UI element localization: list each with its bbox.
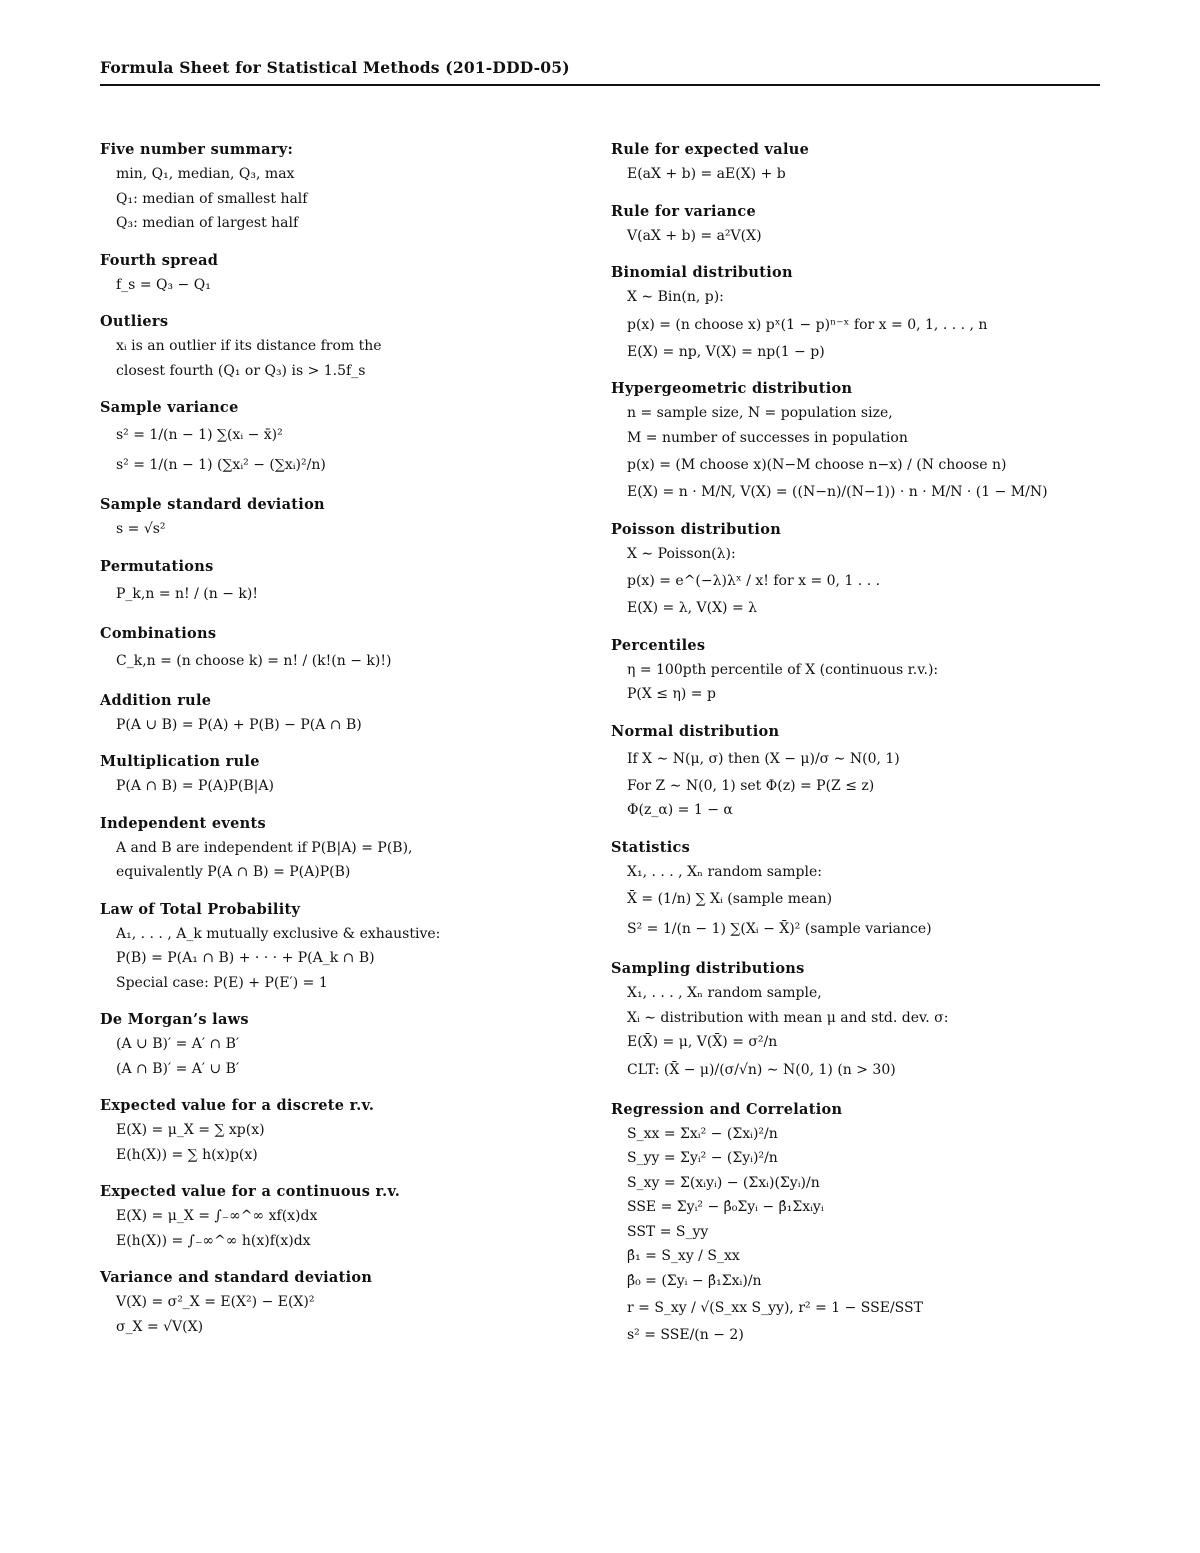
section-title: Sample standard deviation bbox=[100, 496, 325, 513]
section-statistics bbox=[611, 836, 1101, 945]
formula-line: E(X) = μ_X = ∑ xp(x) bbox=[116, 1122, 265, 1138]
formula-line: X ∼ Bin(n, p): bbox=[627, 289, 724, 305]
formula-line: E(h(X)) = ∫₋∞^∞ h(x)f(x)dx bbox=[116, 1232, 311, 1249]
formula-line: X̄ = (1/n) ∑ Xᵢ (sample mean) bbox=[627, 891, 833, 907]
formula-line: Q₁: median of smallest half bbox=[116, 190, 308, 207]
formula-line: s² = SSE/(n − 2) bbox=[627, 1327, 744, 1343]
section-percentiles bbox=[611, 634, 1101, 707]
section-sampling-distributions bbox=[611, 957, 1101, 1085]
section-variance-and-standard-deviation bbox=[100, 1266, 570, 1339]
section-title: Percentiles bbox=[611, 636, 706, 654]
formula-line: S_xx = Σxᵢ² − (Σxᵢ)²/n bbox=[627, 1125, 778, 1142]
formula-line: r = S_xy / √(S_xx S_yy), r² = 1 − SSE/SST bbox=[627, 1300, 923, 1316]
section-independent-events bbox=[100, 812, 570, 885]
formula-line: E(X) = n · M/N, V(X) = ((N−n)/(N−1)) · n · M/N · (1 − M/N) bbox=[627, 484, 1048, 500]
formula-line: s² = 1/(n − 1) ∑(xᵢ − x̄)² bbox=[116, 427, 283, 443]
formula-line: η = 100pth percentile of X (continuous r.v.): bbox=[627, 661, 939, 678]
section-title: Rule for expected value bbox=[611, 141, 810, 158]
formula-line: P(B) = P(A₁ ∩ B) + · · · + P(A_k ∩ B) bbox=[116, 950, 375, 966]
formula-line: min, Q₁, median, Q₃, max bbox=[116, 166, 295, 182]
section-expected-value-for-a-continuous-r-v bbox=[100, 1180, 570, 1253]
section-binomial-distribution bbox=[611, 261, 1101, 364]
section-permutations bbox=[100, 555, 570, 609]
formula-line: σ_X = √V(X) bbox=[116, 1318, 204, 1335]
section-poisson-distribution bbox=[611, 518, 1101, 621]
section-title: Normal distribution bbox=[611, 722, 780, 740]
formula-line: P(A ∪ B) = P(A) + P(B) − P(A ∩ B) bbox=[116, 716, 362, 733]
section-title: Fourth spread bbox=[100, 251, 219, 269]
formula-line: E(h(X)) = ∑ h(x)p(x) bbox=[116, 1146, 258, 1163]
section-rule-for-expected-value bbox=[611, 138, 1101, 187]
section-sample-variance bbox=[100, 396, 570, 480]
formula-line: p(x) = (M choose x)(N−M choose n−x) / (N choose n) bbox=[627, 457, 1007, 473]
page-title: Formula Sheet for Statistical Methods (201-DDD-05) bbox=[100, 58, 570, 77]
formula-line: X ∼ Poisson(λ): bbox=[627, 545, 736, 562]
section-expected-value-for-a-discrete-r-v bbox=[100, 1094, 570, 1167]
formula-line: s = √s² bbox=[116, 521, 166, 537]
formula-line: f_s = Q₃ − Q₁ bbox=[116, 276, 211, 293]
section-regression-and-correlation bbox=[611, 1098, 1101, 1348]
section-five-number-summary bbox=[100, 138, 570, 236]
section-de-morgan-s-laws bbox=[100, 1008, 570, 1081]
section-addition-rule bbox=[100, 689, 570, 738]
formula-line: X₁, . . . , Xₙ random sample: bbox=[627, 863, 822, 880]
section-outliers bbox=[100, 310, 570, 383]
section-title: Sampling distributions bbox=[611, 960, 805, 977]
formula-line: S_yy = Σyᵢ² − (Σyᵢ)²/n bbox=[627, 1150, 778, 1166]
formula-line: E(X̄) = μ, V(X̄) = σ²/n bbox=[627, 1034, 778, 1050]
formula-line: xᵢ is an outlier if its distance from the bbox=[116, 338, 382, 354]
formula-line: E(aX + b) = aE(X) + b bbox=[627, 166, 786, 182]
section-title: Five number summary: bbox=[100, 141, 294, 158]
formula-line: C_k,n = (n choose k) = n! / (k!(n − k)!) bbox=[116, 652, 392, 669]
section-multiplication-rule bbox=[100, 750, 570, 799]
section-title: Rule for variance bbox=[611, 202, 757, 220]
formula-line: Φ(z_α) = 1 − α bbox=[627, 802, 733, 818]
formula-line: p(x) = e^(−λ)λˣ / x! for x = 0, 1 . . . bbox=[627, 573, 881, 589]
section-title: Expected value for a continuous r.v. bbox=[100, 1183, 401, 1200]
formula-line: n = sample size, N = population size, bbox=[627, 405, 893, 421]
section-title: Expected value for a discrete r.v. bbox=[100, 1097, 375, 1114]
left-column bbox=[100, 138, 570, 1352]
section-title: Independent events bbox=[100, 814, 266, 832]
section-title: Combinations bbox=[100, 624, 217, 642]
section-title: Poisson distribution bbox=[611, 520, 782, 538]
formula-line: closest fourth (Q₁ or Q₃) is > 1.5f_s bbox=[116, 362, 366, 379]
section-combinations bbox=[100, 622, 570, 676]
formula-line: SSE = Σyᵢ² − β̂₀Σyᵢ − β̂₁Σxᵢyᵢ bbox=[627, 1199, 824, 1215]
section-law-of-total-probability bbox=[100, 898, 570, 996]
formula-line: E(X) = μ_X = ∫₋∞^∞ xf(x)dx bbox=[116, 1208, 318, 1224]
formula-line: Xᵢ ∼ distribution with mean μ and std. dev. σ: bbox=[627, 1009, 949, 1026]
formula-line: A₁, . . . , A_k mutually exclusive & exhaustive: bbox=[116, 925, 441, 942]
formula-line: β̂₁ = S_xy / S_xx bbox=[627, 1248, 740, 1264]
formula-line: p(x) = (n choose x) pˣ(1 − p)ⁿ⁻ˣ for x = 0, 1, . . . , n bbox=[627, 316, 988, 333]
formula-line: SST = S_yy bbox=[627, 1223, 709, 1240]
section-title: Law of Total Probability bbox=[100, 900, 301, 918]
formula-line: (A ∪ B)′ = A′ ∩ B′ bbox=[116, 1036, 240, 1052]
section-title: Variance and standard deviation bbox=[100, 1269, 373, 1286]
header-rule bbox=[100, 84, 1100, 86]
section-title: Sample variance bbox=[100, 399, 239, 416]
formula-line: P(X ≤ η) = p bbox=[627, 686, 716, 702]
section-title: Regression and Correlation bbox=[611, 1100, 843, 1118]
formula-line: E(X) = np, V(X) = np(1 − p) bbox=[627, 343, 825, 360]
section-title: Multiplication rule bbox=[100, 753, 260, 770]
section-fourth-spread bbox=[100, 249, 570, 298]
formula-line: P_k,n = n! / (n − k)! bbox=[116, 585, 258, 602]
section-title: Permutations bbox=[100, 557, 214, 575]
formula-line: s² = 1/(n − 1) (∑xᵢ² − (∑xᵢ)²/n) bbox=[116, 457, 326, 473]
formula-line: (A ∩ B)′ = A′ ∪ B′ bbox=[116, 1060, 240, 1077]
formula-line: E(X) = λ, V(X) = λ bbox=[627, 600, 758, 616]
section-title: Binomial distribution bbox=[611, 264, 793, 281]
section-rule-for-variance bbox=[611, 200, 1101, 249]
formula-line: V(aX + b) = a²V(X) bbox=[627, 227, 762, 244]
section-normal-distribution bbox=[611, 720, 1101, 823]
formula-line: equivalently P(A ∩ B) = P(A)P(B) bbox=[116, 864, 351, 880]
section-sample-standard-deviation bbox=[100, 493, 570, 542]
formula-line: M = number of successes in population bbox=[627, 429, 908, 446]
formula-line: If X ∼ N(μ, σ) then (X − μ)/σ ∼ N(0, 1) bbox=[627, 750, 900, 767]
section-title: Hypergeometric distribution bbox=[611, 380, 853, 397]
formula-line: S² = 1/(n − 1) ∑(Xᵢ − X̄)² (sample variance) bbox=[627, 921, 932, 937]
formula-line: A and B are independent if P(B|A) = P(B), bbox=[116, 839, 413, 856]
section-title: Outliers bbox=[100, 313, 169, 330]
formula-line: V(X) = σ²_X = E(X²) − E(X)² bbox=[116, 1294, 315, 1310]
section-title: Addition rule bbox=[100, 691, 212, 709]
formula-line: S_xy = Σ(xᵢyᵢ) − (Σxᵢ)(Σyᵢ)/n bbox=[627, 1174, 820, 1191]
formula-line: Q₃: median of largest half bbox=[116, 215, 299, 231]
formula-line: For Z ∼ N(0, 1) set Φ(z) = P(Z ≤ z) bbox=[627, 777, 875, 794]
formula-line: X₁, . . . , Xₙ random sample, bbox=[627, 985, 822, 1001]
section-title: De Morgan’s laws bbox=[100, 1011, 249, 1028]
formula-line: CLT: (X̄ − μ)/(σ/√n) ∼ N(0, 1) (n > 30) bbox=[627, 1061, 896, 1078]
section-title: Statistics bbox=[611, 838, 691, 856]
formula-line: P(A ∩ B) = P(A)P(B|A) bbox=[116, 778, 274, 794]
right-column bbox=[611, 138, 1101, 1361]
formula-line: Special case: P(E) + P(E′) = 1 bbox=[116, 974, 328, 991]
section-hypergeometric-distribution bbox=[611, 377, 1101, 505]
formula-line: β̂₀ = (Σyᵢ − β̂₁Σxᵢ)/n bbox=[627, 1272, 762, 1289]
